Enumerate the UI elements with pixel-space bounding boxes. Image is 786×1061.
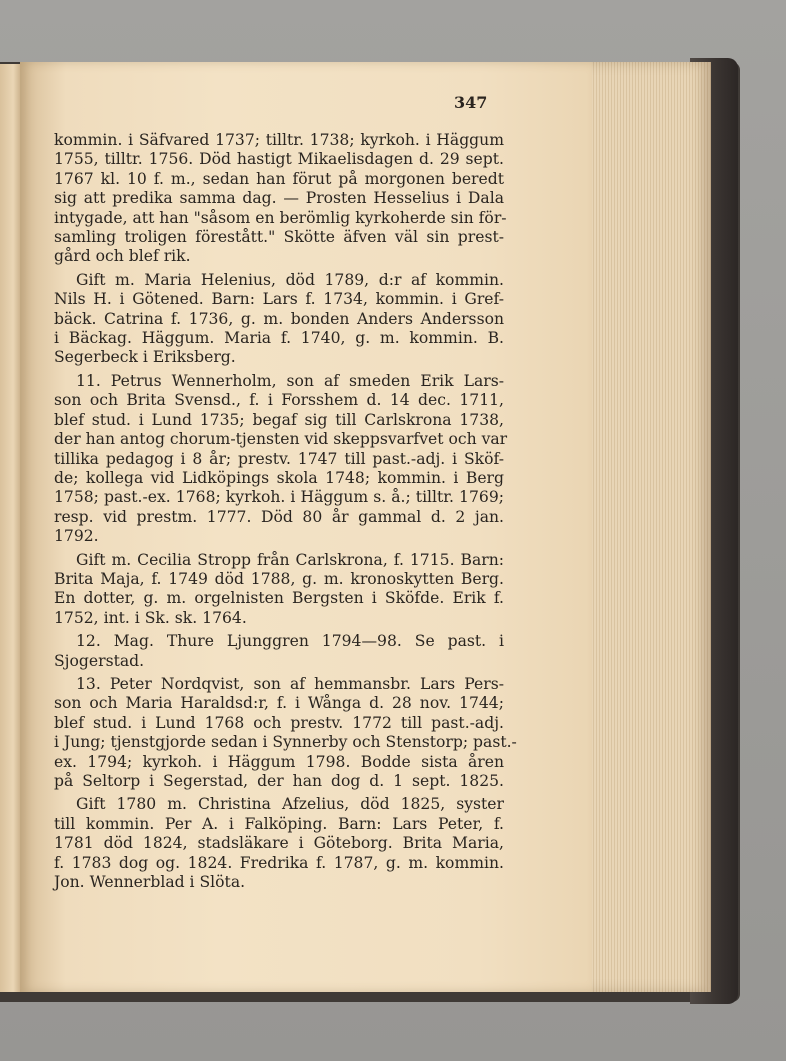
- text-line: de; kollega vid Lidköpings skola 1748; kommin. i Berg: [54, 468, 504, 487]
- text-line: blef stud. i Lund 1735; begaf sig till Carlskrona 1738,: [54, 410, 504, 429]
- page-text: [54, 127, 517, 892]
- paragraph: [54, 551, 504, 629]
- text-line: son och Maria Haraldsd:r, f. i Wånga d. 28 nov. 1744;: [54, 694, 504, 713]
- left-page-edge: [0, 64, 22, 992]
- text-line: 13. Peter Nordqvist, son af hemmansbr. Lars Pers-: [76, 674, 504, 693]
- text-line: kommin. i Säfvared 1737; tilltr. 1738; kyrkoh. i Häggum: [54, 131, 504, 149]
- text-line: Brita Maja, f. 1749 död 1788, g. m. kronoskytten Berg.: [54, 569, 504, 588]
- text-line: 12. Mag. Thure Ljunggren 1794—98. Se past. i: [76, 632, 504, 651]
- text-line: samling troligen förestått." Skötte äfven väl sin prest-: [54, 228, 504, 247]
- text-line: Gift m. Cecilia Stropp från Carlskrona, f. 1715. Barn:: [76, 550, 504, 569]
- paragraph: [54, 371, 508, 547]
- text-line: 1781 död 1824, stadsläkare i Göteborg. Brita Maria,: [54, 834, 504, 853]
- text-line: gård och blef rik.: [54, 247, 191, 266]
- text-line: f. 1783 dog og. 1824. Fredrika f. 1787, g. m. kommin.: [54, 853, 504, 872]
- paragraph: [54, 674, 517, 791]
- text-line: son och Brita Svensd., f. i Forsshem d. 14 dec. 1711,: [54, 391, 504, 410]
- text-line: till kommin. Per A. i Falköping. Barn: Lars Peter, f.: [54, 814, 504, 833]
- paragraph: [54, 632, 504, 671]
- text-line: En dotter, g. m. orgelnisten Bergsten i Sköfde. Erik f.: [54, 589, 504, 608]
- text-line: Gift m. Maria Helenius, död 1789, d:r af kommin.: [76, 270, 504, 289]
- text-line: 11. Petrus Wennerholm, son af smeden Erik Lars-: [76, 371, 504, 390]
- text-line: ex. 1794; kyrkoh. i Häggum 1798. Bodde sista åren: [54, 752, 504, 771]
- text-line: bäck. Catrina f. 1736, g. m. bonden Anders Andersson: [54, 309, 504, 328]
- text-line: Gift 1780 m. Christina Afzelius, död 1825, syster: [76, 795, 504, 814]
- text-line: 1767 kl. 10 f. m., sedan han förut på morgonen beredt: [54, 169, 504, 188]
- text-line: i Bäckag. Häggum. Maria f. 1740, g. m. kommin. B.: [54, 329, 504, 348]
- text-line: blef stud. i Lund 1768 och prestv. 1772 till past.-adj.: [54, 713, 504, 732]
- text-line: 1752, int. i Sk. sk. 1764.: [54, 608, 247, 627]
- page-number: 347: [454, 93, 488, 112]
- text-line: Nils H. i Götened. Barn: Lars f. 1734, kommin. i Gref-: [54, 290, 504, 309]
- text-line: på Seltorp i Segerstad, der han dog d. 1 sept. 1825.: [54, 772, 504, 790]
- text-line: 1792.: [54, 527, 99, 546]
- text-line: Jon. Wennerblad i Slöta.: [54, 873, 246, 892]
- text-line: 1758; past.-ex. 1768; kyrkoh. i Häggum s. å.; tilltr. 1769;: [54, 488, 504, 507]
- paragraph: [54, 795, 504, 892]
- text-line: i Jung; tjenstgjorde sedan i Synnerby och Stenstorp; past.-: [54, 733, 517, 752]
- paragraph: [54, 131, 507, 267]
- text-line: Sjogerstad.: [54, 651, 145, 670]
- text-line: 1755, tilltr. 1756. Död hastigt Mikaelisdagen d. 29 sept.: [54, 150, 504, 169]
- text-line: Segerbeck i Eriksberg.: [54, 348, 236, 367]
- text-line: intygade, att han "såsom en berömlig kyrkoherde sin för-: [54, 208, 507, 227]
- text-line: resp. vid prestm. 1777. Död 80 år gammal d. 2 jan.: [54, 507, 504, 526]
- text-line: tillika pedagog i 8 år; prestv. 1747 till past.-adj. i Sköf-: [54, 449, 504, 468]
- page-stack-edge: [585, 62, 711, 992]
- text-line: der han antog chorum-tjensten vid skeppsvarfvet och var: [54, 430, 508, 449]
- paragraph: [54, 271, 504, 368]
- text-line: sig att predika samma dag. — Prosten Hesselius i Dala: [54, 189, 504, 208]
